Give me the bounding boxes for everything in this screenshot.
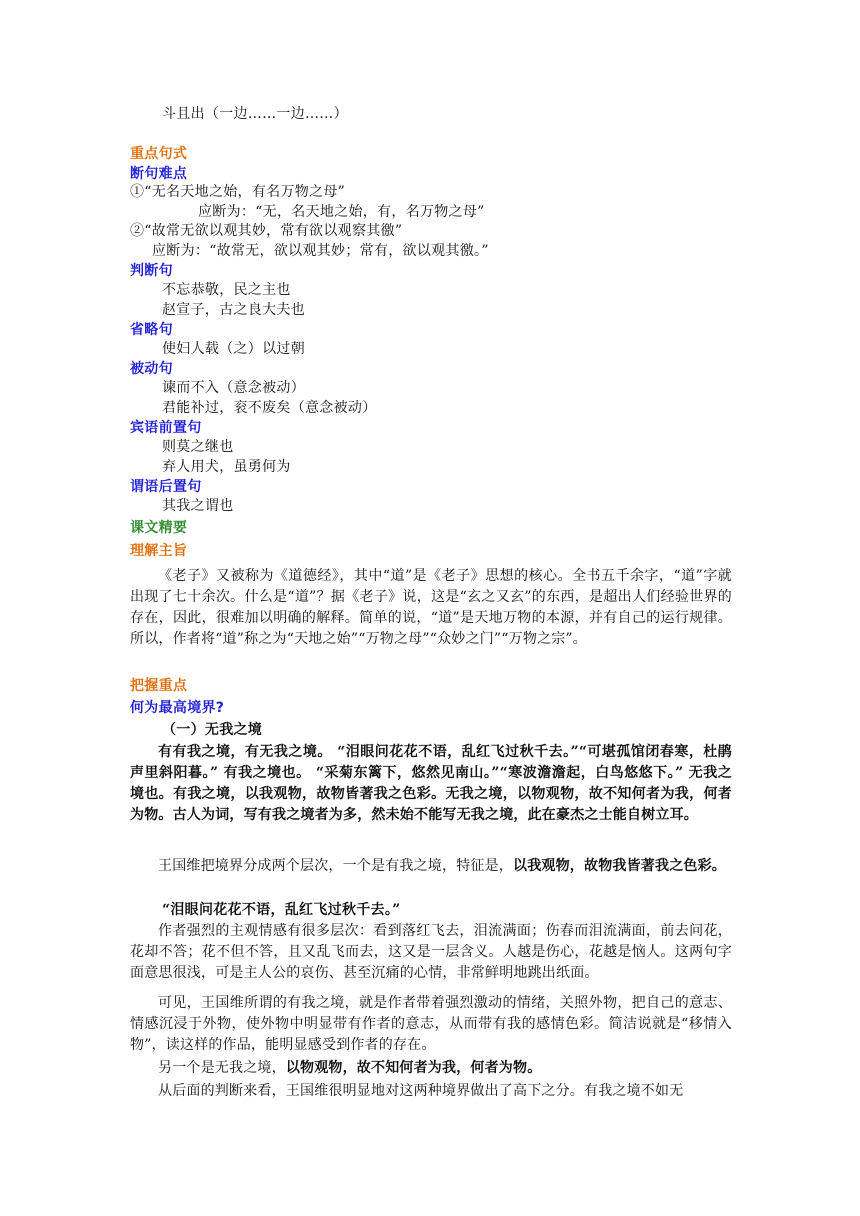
example-sentence: 赵宣子，古之良大夫也 bbox=[162, 302, 305, 318]
heading-ellipsis-sentence: 省略句 bbox=[130, 322, 173, 338]
heading-predicate-postposing: 谓语后置句 bbox=[130, 479, 202, 495]
example-sentence: 谏而不入（意念被动） bbox=[162, 380, 305, 396]
example-sentence: 不忘恭敬，民之主也 bbox=[162, 282, 291, 298]
example-explanation: 应断为：“故常无，欲以观其妙；常有，欲以观其徼。” bbox=[152, 243, 489, 259]
example-sentence: ②“故常无欲以观其妙，常有欲以观察其徼” bbox=[130, 223, 403, 239]
subheading-selfless-realm: （一）无我之境 bbox=[162, 722, 263, 738]
example-sentence: 则莫之继也 bbox=[162, 439, 234, 455]
heading-judgment-sentence: 判断句 bbox=[130, 263, 173, 279]
heading-grasp-key-points: 把握重点 bbox=[130, 678, 188, 694]
conclusion-paragraph: 可见，王国维所谓的有我之境，就是作者带着强烈激动的情绪，关照外物，把自己的意志、情感沉浸于外物，使外物中明显带有作者的意志，从而带有我的感情色彩。简洁说就是“移情入物”，读这样的作品，能明显感受到作者的存在。 bbox=[130, 995, 732, 1053]
example-sentence: 其我之谓也 bbox=[162, 498, 234, 514]
heading-understand-theme: 理解主旨 bbox=[130, 543, 188, 559]
paragraph-text: 另一个是无我之境， bbox=[158, 1060, 286, 1076]
heading-passive-sentence: 被动句 bbox=[130, 361, 173, 377]
heading-highest-realm-question: 何为最高境界? bbox=[130, 700, 225, 716]
paragraph-emphasis: 以物观物，故不知何者为我，何者为物。 bbox=[285, 1060, 542, 1076]
heading-object-preposing: 宾语前置句 bbox=[130, 420, 202, 436]
heading-punctuation-difficulty: 断句难点 bbox=[130, 166, 188, 182]
continuation-line: 斗且出（一边……一边……） bbox=[162, 106, 348, 122]
author-emotion-paragraph: 作者强烈的主观情感有很多层次：看到落红飞去，泪流满面；伤春而泪流满面，前去问花，花却不答；花不但不答，且又乱飞而去，这又是一层含义。人越是伤心，花越是恼人。这两句字面意思很浅，可是主人公的哀伤、甚至沉痛的心情，非常鲜明地跳出纸面。 bbox=[130, 923, 732, 981]
heading-key-sentences: 重点句式 bbox=[130, 146, 188, 162]
judgment-paragraph: 从后面的判断来看，王国维很明显地对这两种境界做出了高下之分。有我之境不如无 bbox=[158, 1083, 684, 1099]
example-sentence: ①“无名天地之始，有名万物之母” bbox=[130, 184, 346, 200]
example-sentence: 弃人用犬，虽勇何为 bbox=[162, 459, 291, 475]
realm-quote-paragraph: 有有我之境，有无我之境。 “泪眼问花花不语，乱红飞过秋千去。”“可堪孤馆闭春寒，杜鹃声里斜阳暮。” 有我之境也。 “采菊东篱下，悠然见南山。”“寒波澹澹起，白鸟悠悠下。” 无我之境也。有我之境，以我观物，故物皆著我之色彩。无我之境，以物观物，故不知何者为我，何者为物。古人为词，写有我之境者为多，然未始不能写无我之境，此在豪杰之士能自树立耳。 bbox=[130, 744, 732, 823]
heading-text-essentials: 课文精要 bbox=[130, 520, 188, 536]
example-sentence: 使妇人载（之）以过朝 bbox=[162, 341, 305, 357]
example-explanation: 应断为：“无，名天地之始，有，名万物之母” bbox=[198, 204, 485, 220]
example-sentence: 君能补过，衮不废矣（意念被动） bbox=[162, 400, 377, 416]
selfless-realm-paragraph bbox=[130, 1058, 732, 1079]
poem-quote: “泪眼问花花不语，乱红飞过秋千去。” bbox=[162, 902, 401, 918]
laozi-paragraph: 《老子》又被称为《道德经》，其中“道”是《老子》思想的核心。全书五千余字，“道”字就出现了七十余次。什么是“道”？据《老子》说，这是“玄之又玄”的东西，是超出人们经验世界的存在，因此，很难加以明确的解释。简单的说，“道”是天地万物的本源，并有自己的运行规律。所以，作者将“道”称之为“天地之始”“万物之母”“众妙之门”“万物之宗”。 bbox=[130, 568, 732, 647]
paragraph-emphasis: 以我观物，故物我皆著我之色彩。 bbox=[513, 858, 726, 874]
wang-guowei-paragraph bbox=[130, 856, 732, 877]
paragraph-text: 王国维把境界分成两个层次，一个是有我之境，特征是， bbox=[158, 858, 513, 874]
